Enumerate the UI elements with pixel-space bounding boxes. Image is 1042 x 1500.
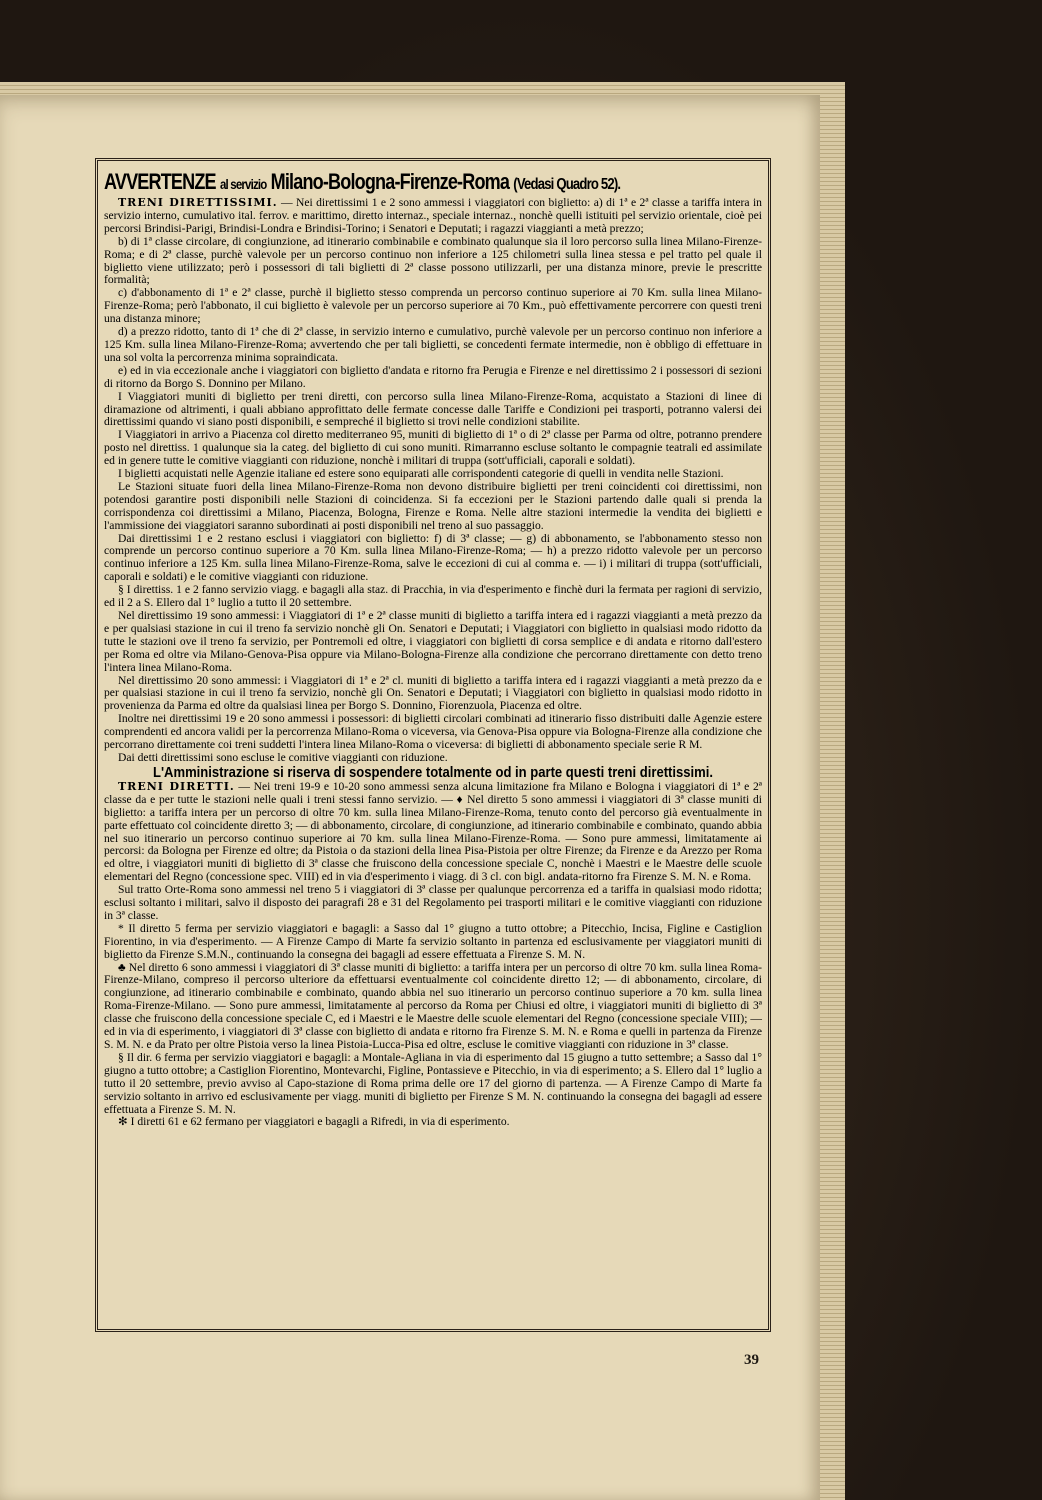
notice-body (104, 197, 762, 1129)
lead-heading: TRENI DIRETTI. (118, 779, 235, 793)
paragraph: I biglietti acquistati nelle Agenzie italiane ed estere sono equiparati alle corrispondenti categorie di quelli in vendita nelle Stazioni. (118, 467, 724, 481)
paragraph: Nel direttissimo 19 sono ammessi: i Viaggiatori di 1ª e 2ª classe muniti di biglietto a tariffa intera ed i ragazzi viaggianti a metà prezzo da e per qualsiasi stazione in cui il treno fa servizio nonchè gli On. Senatori e Deputati; i Viaggiatori con biglietto in qualsiasi modo ridotto da tutte le stazioni ove il treno fa servizio, per Pontremoli ed oltre, i viaggiatori con biglietti di corsa semplice e di andata e ritorno dall'estero per Roma ed oltre via Milano-Genova-Pisa oppure via Milano-Bologna-Firenze alla condizione che percorrano direttamente con detto treno l'intera linea Milano-Roma. (104, 609, 762, 674)
paragraph: * Il diretto 5 ferma per servizio viaggiatori e bagagli: a Sasso dal 1° giugno a tutto ottobre; a Pitecchio, Incisa, Figline e Castiglion Fiorentino, in via d'esperimento. — A Firenze Campo di Marte fa servizio soltanto in partenza ed esclusivamente per viaggiatori muniti di biglietto da Firenze S.M.N., continuando la consegna dei bagagli ad essere effettuata a Firenze S. M. N. (104, 921, 762, 961)
paragraph: ✻ I diretti 61 e 62 fermano per viaggiatori e bagagli a Rifredi, in via di esperimento. (118, 1115, 510, 1129)
notice-title (104, 167, 762, 197)
paragraph: Sul tratto Orte-Roma sono ammessi nel treno 5 i viaggiatori di 3ª classe per qualunque percorrenza ed a tariffa in qualsiasi modo ridotta; esclusi soltanto i militari, salvo il disposto dei paragrafi 28 e 31 del Regolamento pei trasporti militari e le comitive viaggianti con riduzione in 3ª classe. (104, 883, 762, 922)
paragraph: § Il dir. 6 ferma per servizio viaggiatori e bagagli: a Montale-Agliana in via di esperimento dal 15 giugno a tutto settembre; a Sasso dal 1° giugno a tutto ottobre; a Castiglion Fiorentino, Montevarchi, Figline, Pontassieve e Pitecchio, in via di esperimento; a S. Ellero dal 1° luglio a tutto il 20 settembre, previo avviso al Capo-stazione di Roma prima delle ore 17 del giorno di partenza. — A Firenze Campo di Marte fa servizio soltanto in arrivo ed esclusivamente per viagg. muniti di biglietto per Firenze S M. N. continuando la consegna dei bagagli ad essere effettuata a Firenze S. M. N. (104, 1050, 762, 1116)
paragraph: c) d'abbonamento di 1ª e 2ª classe, purchè il biglietto stesso comprenda un percorso continuo superiore ai 70 Km. sulla linea Milano-Firenze-Roma; però l'abbonato, il cui biglietto è valevole per un percorso superiore ai 70 Km., può effettivamente percorrere con questi treni una distanza minore; (104, 286, 762, 326)
paragraph-direttissimi-intro (104, 197, 762, 236)
paragraph-text: — Nei treni 19-9 e 10-20 sono ammessi senza alcuna limitazione fra Milano e Bologna i viaggiatori di 1ª e 2ª classe da e per tutte le stazioni nelle quali i treni stessi fanno servizio. — ♦ Nel diretto 5 sono ammessi i viaggiatori di 3ª classe muniti di biglietto: a tariffa intera per un percorso di oltre 70 km. sulla linea Milano-Firenze-Roma, tenuto conto del percorso già eventualmente in parte effettuato col coincidente diretto 3; — di abbonamento, circolare, di congiunzione, ad itinerario combinabile e combinato, quando abbia nel suo itinerario un percorso continuo superiore ai 70 km. sulla linea Milano-Firenze-Roma. — Sono pure ammessi, limitatamente ai percorsi: da Bologna per Firenze ed oltre; da Pistoia o da stazioni della linea Pisa-Pistoia per oltre Firenze; da Firenze e da Arezzo per Roma ed oltre, i viaggiatori muniti di biglietto di 3ª classe che fruiscono della concessione speciale C, nonchè i Maestri e le Maestre delle scuole elementari del Regno (concessione spec. VIII) ed in via d'esperimento i viagg. di 3 cl. con bigl. andata-ritorno fra Firenze S. M. N. e Roma. (104, 779, 762, 884)
title-reference: (Vedasi Quadro 52). (513, 176, 621, 193)
paragraph: Inoltre nei direttissimi 19 e 20 sono ammessi i possessori: di biglietti circolari combinati ad itinerario fisso distribuiti dalle Agenzie estere comprendenti ed ancora validi per la percorrenza Milano-Roma o viceversa, via Genova-Pisa oppure via Bologna-Firenze alla condizione che percorrano direttamente coi treni suddetti l'intera linea Milano-Roma o viceversa: di biglietti di abbonamento speciale serie R M. (104, 712, 763, 752)
paragraph: Dai detti direttissimi sono escluse le comitive viaggianti con riduzione. (118, 750, 448, 764)
notice-frame (95, 158, 771, 1332)
paragraph: e) ed in via eccezionale anche i viaggiatori con biglietto d'andata e ritorno fra Perugia e Firenze e nel direttissimo 2 i possessori di sezioni di ritorno da Borgo S. Donnino per Milano. (104, 363, 762, 390)
paragraph: I Viaggiatori in arrivo a Piacenza col diretto mediterraneo 95, muniti di biglietto di 1ª o di 2ª classe per Parma od oltre, potranno prendere posto nel direttiss. 1 qualunque sia la categ. del biglietto di cui sono muniti. Rimarranno escluse soltanto le compagnie teatrali ed assimilate ed in genere tutte le comitive viaggianti con riduzione, nonchè i militari di truppa (sott'ufficiali, caporali e soldati). (104, 428, 762, 468)
title-connector: al servizio (219, 176, 267, 192)
paragraph: I Viaggiatori muniti di biglietto per treni diretti, con percorso sulla linea Milano-Firenze-Roma, acquistato a Stazioni di linee di diramazione od altrimenti, i quali abbiano approfittato delle fermate concesse dalle Tariffe e Condizioni pei trasporti, potranno valersi dei direttissimi quando vi siano posti disponibili, e sempreché il biglietto si trovi nelle condizioni stabilite. (104, 389, 762, 429)
lead-heading: TRENI DIRETTISSIMI. (118, 196, 278, 209)
paragraph: b) di 1ª classe circolare, di congiunzione, ad itinerario combinabile e combinato qualunque sia il loro percorso sulla linea Milano-Firenze-Roma; e di 2ª classe, purchè valevole per un percorso continuo non inferiore a 125 chilometri sulla linea stessa e pel tratto pel quale il biglietto viene utilizzato; però i possessori di tali biglietti di 2ª classe possono utilizzarli, per una distanza minore, previe le prescritte formalità; (104, 234, 762, 287)
paragraph: Dai direttissimi 1 e 2 restano esclusi i viaggiatori con biglietto: f) di 3ª classe; — g) di abbonamento, se l'abbonamento stesso non comprende un percorso continuo superiore a 70 Km. sulla linea Milano-Firenze-Roma; — h) a prezzo ridotto valevole per un percorso continuo inferiore a 125 Km. sulla linea Milano-Firenze-Roma, salve le eccezioni di cui al comma e. — i) i militari di truppa (sott'ufficiali, caporali e soldati) e le comitive viaggianti con riduzione. (104, 531, 762, 584)
page-number: 39 (744, 1352, 759, 1368)
paragraph: Nel direttissimo 20 sono ammessi: i Viaggiatori di 1ª e 2ª cl. muniti di biglietto a tariffa intera ed i ragazzi viaggianti a metà prezzo da e per qualsiasi stazione in cui il treno fa servizio, nonchè gli On. Senatori e Deputati; i Viaggiatori con biglietto in qualsiasi modo ridotto in provenienza da Parma ed oltre da qualsiasi linea per Borgo S. Donnino, Fiorenzuola, Piacenza ed oltre. (104, 673, 762, 713)
paragraph: d) a prezzo ridotto, tanto di 1ª che di 2ª classe, in servizio interno e cumulativo, purchè valevole per un percorso continuo non inferiore a 125 Km. sulla linea Milano-Firenze-Roma; avvertendo che per tali biglietti, se concedenti fermate intermedie, non è obbligo di effettuare in una sol volta la percorrenza minima sopraindicata. (104, 325, 762, 364)
paragraph: § I direttiss. 1 e 2 fanno servizio viagg. e bagagli alla staz. di Pracchia, in via d'esperimento e finchè duri la fermata per ragioni di servizio, ed il 2 a S. Ellero dal 1° luglio a tutto il 20 settembre. (104, 583, 762, 610)
paragraph-text: — Nei direttissimi 1 e 2 sono ammessi i viaggiatori con biglietto: a) di 1ª e 2ª classe a tariffa intera in servizio interno, cumulativo ital. ferrov. e marittimo, diretto internaz., speciale internaz., nonchè quelli istituiti pel servizio orientale, cioè pei percorsi Brindisi-Parigi, Brindisi-Londra e Brindisi-Torino; i Senatori e Deputati; i ragazzi viaggianti a metà prezzo; (104, 196, 762, 235)
paragraph: Le Stazioni situate fuori della linea Milano-Firenze-Roma non devono distribuire biglietti per treni coincidenti coi direttissimi, non potendosi garantire posti disponibili nelle Stazioni di coincidenza. Si fa eccezioni per le Stazioni partendo dalle quali si prenda la corrispondenza coi direttissimi a Milano, Piacenza, Bologna, Firenze e Roma. Nelle altre stazioni intermedie la vendita dei biglietti e l'ammissione dei viaggiatori saranno subordinati ai posti disponibili nel treno al suo passaggio. (104, 479, 762, 532)
paragraph-diretti-intro (104, 781, 762, 884)
title-main: AVVERTENZE (104, 169, 216, 194)
paragraph: ♣ Nel diretto 6 sono ammessi i viaggiatori di 3ª classe muniti di biglietto: a tariffa intera per un percorso di oltre 70 km. sulla linea Roma-Firenze-Milano, compreso il percorso ulteriore da effettuarsi eventualmente col coincidente diretto 12; — di abbonamento, circolare, di congiunzione, ad itinerario combinabile e combinato, quando abbia nel suo itinerario un percorso continuo superiore a 70 km. sulla linea Roma-Firenze-Milano. — Sono pure ammessi, limitatamente al percorso da Roma per Chiusi ed oltre, i viaggiatori muniti di biglietto di 3ª classe che fruiscono della concessione speciale C, ed i Maestri e le Maestre delle scuole elementari del Regno (concessione speciale VIII); — ed in via di esperimento, i viaggiatori di 3ª classe con biglietto di andata e ritorno fra Firenze S. M. N. e Roma e quelli in partenza da Firenze S. M. N. e da Prato per oltre Pistoia verso la linea Pistoia-Lucca-Pisa ed oltre, escluse le comitive viaggianti con riduzione in 3ª classe. (104, 960, 762, 1051)
title-route: Milano-Bologna-Firenze-Roma (270, 169, 510, 194)
reservation-notice: L'Amministrazione si riserva di sospendere totalmente od in parte questi treni direttissimi. (152, 764, 714, 781)
